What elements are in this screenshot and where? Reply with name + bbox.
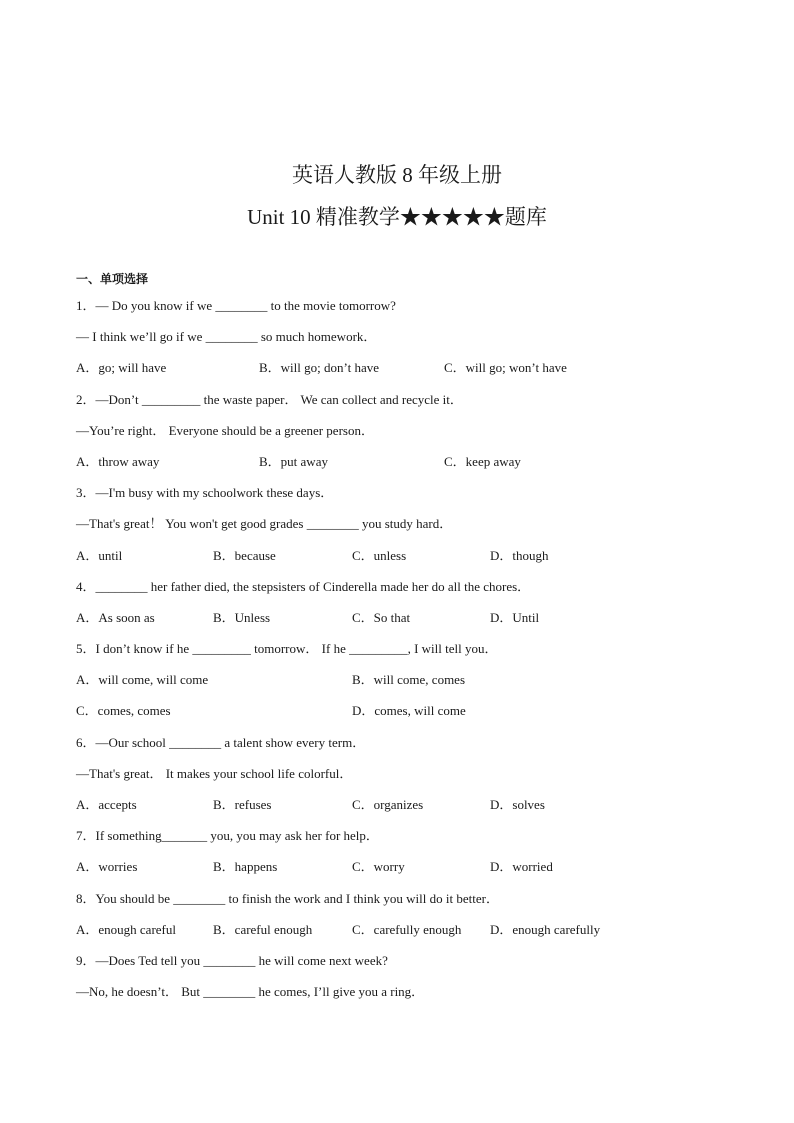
option-c[interactable]: C．will go; won’t have bbox=[444, 360, 567, 376]
option-a[interactable]: A．go; will have bbox=[76, 360, 167, 376]
question-6-options bbox=[76, 795, 736, 826]
question-4-options bbox=[76, 608, 736, 639]
option-a[interactable]: A．enough careful bbox=[76, 921, 176, 937]
option-b[interactable]: B．will go; don’t have bbox=[259, 360, 380, 376]
option-c[interactable]: C．So that bbox=[352, 609, 411, 625]
title-line-2: Unit 10 精准教学★★★★★题库 bbox=[247, 205, 547, 229]
option-b[interactable]: B．will come, comes bbox=[352, 672, 466, 688]
question-5-options-row-2 bbox=[76, 701, 736, 732]
question-5-options-row-1 bbox=[76, 670, 736, 701]
option-b[interactable]: B．happens bbox=[213, 859, 278, 875]
option-a[interactable]: A．until bbox=[76, 547, 123, 563]
question-5-stem: 5．I don’t know if he _________ tomorrow． If he _________, I will tell you． bbox=[76, 641, 498, 657]
option-d[interactable]: D．comes, will come bbox=[352, 703, 466, 719]
title-line-1: 英语人教版 8 年级上册 bbox=[292, 163, 502, 187]
document-title bbox=[0, 160, 794, 232]
question-1-response: — I think we’ll go if we ________ so much homework． bbox=[76, 329, 377, 345]
option-c[interactable]: C．unless bbox=[352, 547, 407, 563]
question-7-stem: 7．If something_______ you, you may ask her for help． bbox=[76, 828, 379, 844]
question-6-response: —That's great． It makes your school life colorful． bbox=[76, 765, 353, 781]
question-9-response: —No, he doesn’t． But ________ he comes, I’ll give you a ring． bbox=[76, 984, 425, 1000]
option-a[interactable]: A．worries bbox=[76, 859, 138, 875]
option-a[interactable]: A．throw away bbox=[76, 453, 160, 469]
question-2-options bbox=[76, 452, 736, 483]
option-c[interactable]: C．organizes bbox=[352, 797, 424, 812]
question-8-options bbox=[76, 920, 736, 951]
option-a[interactable]: A．will come, will come bbox=[76, 672, 209, 688]
question-7-options bbox=[76, 857, 736, 888]
option-d[interactable]: D．Until bbox=[490, 609, 540, 625]
option-c[interactable]: C．worry bbox=[352, 859, 405, 875]
option-b[interactable]: B．Unless bbox=[213, 609, 271, 625]
option-b[interactable]: B．careful enough bbox=[213, 921, 313, 937]
option-c[interactable]: C．carefully enough bbox=[352, 921, 462, 937]
option-c[interactable]: C．keep away bbox=[444, 453, 521, 469]
option-d[interactable]: D．enough carefully bbox=[490, 921, 601, 937]
question-6-stem: 6．—Our school ________ a talent show every term． bbox=[76, 734, 366, 750]
option-c[interactable]: C．comes, comes bbox=[76, 703, 171, 719]
section-heading: 一、单项选择 bbox=[76, 272, 149, 286]
question-8-stem: 8．You should be ________ to finish the work and I think you will do it better． bbox=[76, 890, 499, 906]
option-b[interactable]: B．refuses bbox=[213, 797, 272, 812]
question-3-response: —That's great！ You won't get good grades ________ you study hard． bbox=[76, 516, 453, 532]
question-2-stem: 2．—Don’t _________ the waste paper． We can collect and recycle it． bbox=[76, 391, 463, 407]
question-list bbox=[76, 296, 736, 1013]
question-9-stem: 9．—Does Ted tell you ________ he will come next week? bbox=[76, 952, 388, 968]
question-2-response: —You’re right． Everyone should be a greener person． bbox=[76, 422, 374, 438]
question-3-stem: 3．—I'm busy with my schoolwork these days． bbox=[76, 485, 334, 501]
question-1-options bbox=[76, 358, 736, 389]
option-a[interactable]: A．accepts bbox=[76, 797, 137, 812]
question-4-stem: 4．________ her father died, the stepsisters of Cinderella made her do all the chores． bbox=[76, 578, 531, 594]
option-a[interactable]: A．As soon as bbox=[76, 609, 155, 625]
option-d[interactable]: D．worried bbox=[490, 859, 553, 875]
option-b[interactable]: B．because bbox=[213, 547, 276, 563]
option-d[interactable]: D．solves bbox=[490, 797, 545, 812]
question-1-stem: 1．— Do you know if we ________ to the movie tomorrow? bbox=[76, 298, 396, 313]
option-b[interactable]: B．put away bbox=[259, 453, 328, 469]
option-d[interactable]: D．though bbox=[490, 547, 549, 563]
question-3-options bbox=[76, 546, 736, 577]
